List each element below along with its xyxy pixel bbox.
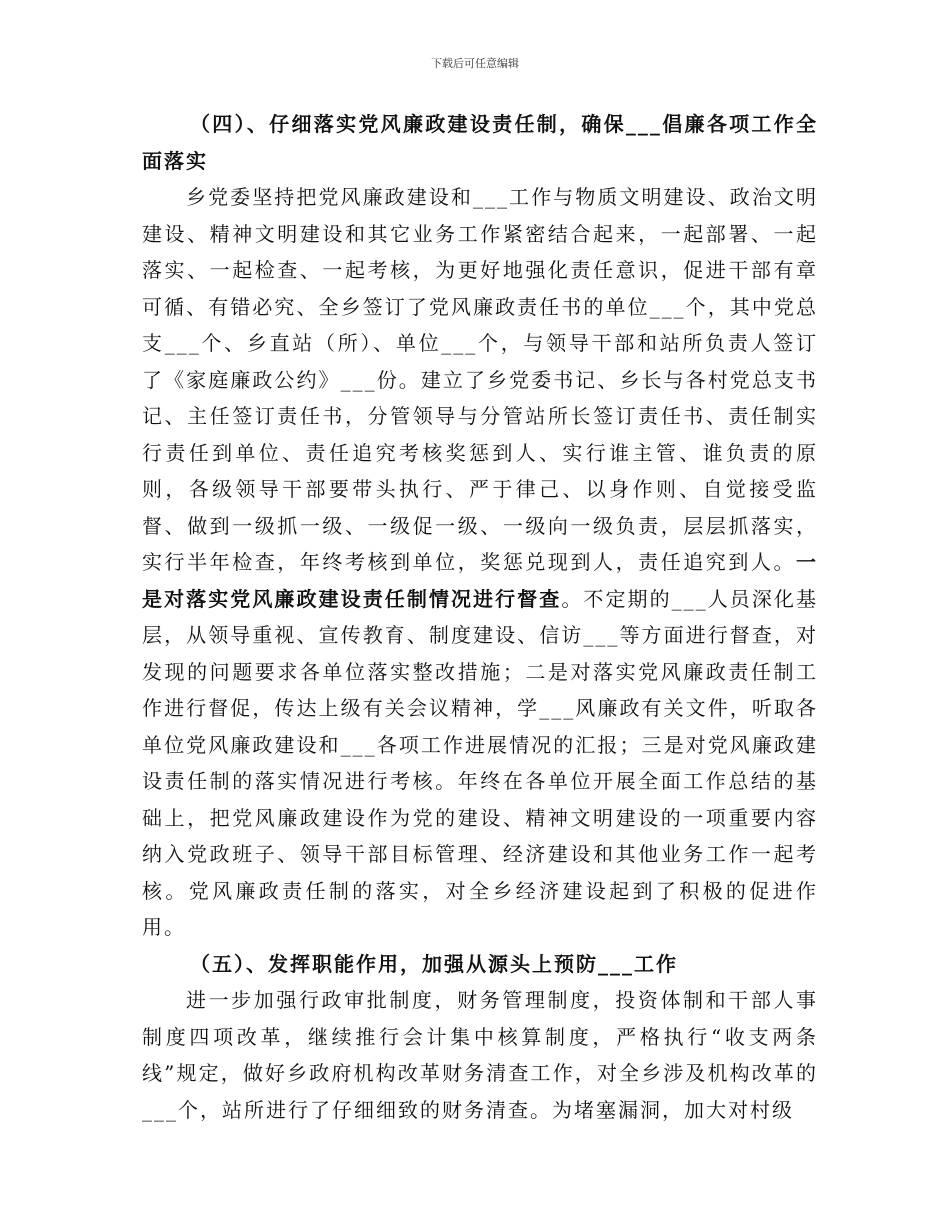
section-heading-4: （四）、仔细落实党风廉政建设责任制，确保___倡廉各项工作全面落实 bbox=[142, 112, 818, 173]
page-header: 下载后可任意编辑 bbox=[431, 57, 519, 70]
document-body bbox=[142, 106, 818, 1128]
section-paragraph-5: 进一步加强行政审批制度，财务管理制度，投资体制和干部人事制度四项改革，继续推行会计集中核算制度，严格执行“收支两条线”规定，做好乡政府机构改革财务清查工作，对全乡涉及机构改革的___个，站所进行了仔细细致的财务清查。为堵塞漏洞，加大对村级 bbox=[142, 988, 818, 1122]
section-paragraph-4 bbox=[142, 179, 818, 946]
paragraph-text: 。不定期的___人员深化基层，从领导重视、宣传教育、制度建设、信访___等方面进行督查，对发现的问题要求各单位落实整改措施；二是对落实党风廉政责任制工作进行督促，传达上级有关会议精神，学___风廉政有关文件，听取各单位党风廉政建设和___各项工作进展情况的汇报；三是对党风廉政建设责任制的落实情况进行考核。年终在各单位开展全面工作总结的基础上，把党风廉政建设作为党的建设、精神文明建设的一项重要内容纳入党政班子、领导干部目标管理、经济建设和其他业务工作一起考核。党风廉政责任制的落实，对全乡经济建设起到了积极的促进作用。 bbox=[142, 586, 819, 939]
paragraph-bold-text: 一是对落实党风廉政建设责任制情况进行督查 bbox=[142, 550, 818, 611]
section-heading-5: （五）、发挥职能作用，加强从源头上预防___工作 bbox=[190, 951, 678, 976]
paragraph-text: 乡党委坚持把党风廉政建设和___工作与物质文明建设、政治文明建设、精神文明建设和其它业务工作紧密结合起来，一起部署、一起落实、一起检查、一起考核，为更好地强化责任意识，促进干部有章可循、有错必究、全乡签订了党风廉政责任书的单位___个，其中党总支___个、乡直站（所）、单位___个，与领导干部和站所负责人签订了《家庭廉政公约》___份。建立了乡党委书记、乡长与各村党总支书记、主任签订责任书，分管领导与分管站所长签订责任书、责任制实行责任到单位、责任追究考核奖惩到人、实行谁主管、谁负责的原则，各级领导干部要带头执行、严于律己、以身作则、自觉接受监督、做到一级抓一级、一级促一级、一级向一级负责，层层抓落实，实行半年检查，年终考核到单位，奖惩兑现到人，责任追究到人。 bbox=[142, 185, 818, 574]
